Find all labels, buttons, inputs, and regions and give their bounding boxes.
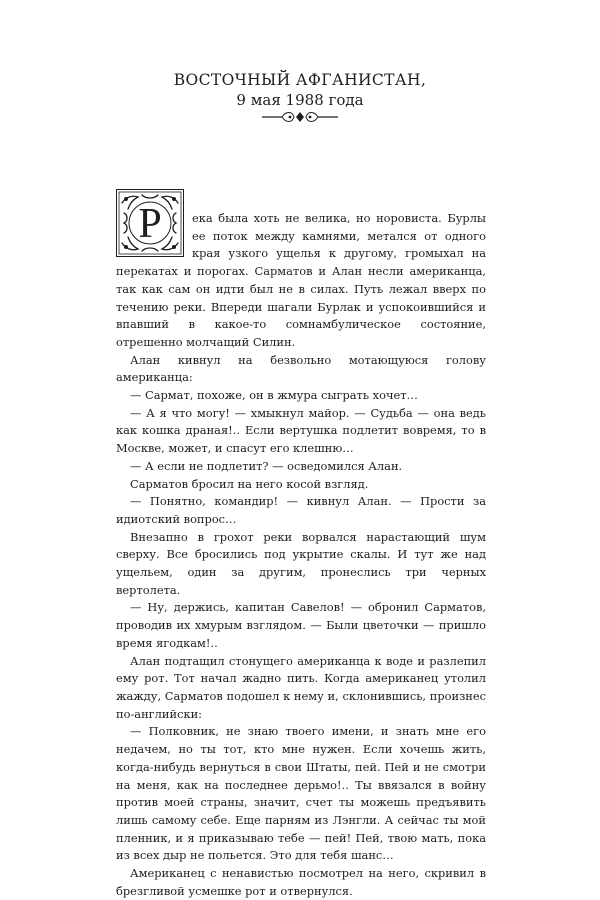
dropcap-letter: Р <box>138 201 162 247</box>
paragraph: — Ну, держись, капитан Савелов! — обронил Сарматов, проводив их хмурым взглядом. — Были цветочки — пришло время ягодкам!.. <box>116 600 486 650</box>
decorative-divider-icon <box>262 110 338 124</box>
chapter-text <box>116 210 486 900</box>
paragraph: Внезапно в грохот реки ворвался нарастающий шум сверху. Все бросились под укрытие скалы. И тут же над ущельем, один за другим, пронеслись три черных вертолета. <box>116 529 486 597</box>
heading-date: 9 мая 1988 года <box>236 91 364 109</box>
paragraph: ека была хоть не велика, но норовиста. Бурлы ее поток между камнями, метался от одного края узкого ущелья к другому, громыхал на перекатах и порогах. Сарматов и Алан несли американца, так как сам он идти был не в силах. Путь лежал вверх по течению реки. Впереди шагали Бурлак и успокоившийся и впавший в какое-то сомнамбулическое состояние, отрешенно молчащий Силин. <box>116 211 486 349</box>
chapter-heading <box>0 70 600 110</box>
heading-location: ВОСТОЧНЫЙ АФГАНИСТАН, <box>173 71 427 89</box>
paragraph: — Понятно, командир! — кивнул Алан. — Прости за идиотский вопрос… <box>116 494 486 526</box>
paragraph: — Сармат, похоже, он в жмура сыграть хочет… <box>130 388 418 403</box>
paragraph: Алан кивнул на безвольно мотающуюся голову американца: <box>116 352 486 385</box>
paragraph: Сарматов бросил на него косой взгляд. <box>130 476 369 491</box>
paragraph: — А я что могу! — хмыкнул майор. — Судьба — она ведь как кошка драная!.. Если вертушка подлетит вовремя, то в Москве, может, и спасут его клешню… <box>116 405 486 456</box>
paragraph: Американец с ненавистью посмотрел на него, скривил в брезгливой усмешке рот и отвернулся. <box>116 866 486 898</box>
paragraph: — А если не подлетит? — осведомился Алан. <box>130 458 403 473</box>
paragraph: Алан подтащил стонущего американца к воде и разлепил ему рот. Тот начал жадно пить. Когда американец утолил жажду, Сарматов подошел к нему и, склонившись, произнес по-английски: <box>116 653 486 721</box>
paragraph: — Полковник, не знаю твоего имени, и знать мне его недачем, но ты тот, кто мне нужен. Если хочешь жить, когда-нибудь вернуться в свои Штаты, пей. Пей и не смотри на меня, как на последнее дерьмо!.. Ты ввязался в войну против моей страны, значит, счет ты можешь предъявить лишь самому себе. Еще парням из Лэнгли. А сейчас ты мой пленник, и я приказываю тебе — пей! Пей, твою мать, пока из всех дыр не польется. Это для тебя шанс… <box>116 724 486 863</box>
dropcap-spacer <box>116 210 192 260</box>
